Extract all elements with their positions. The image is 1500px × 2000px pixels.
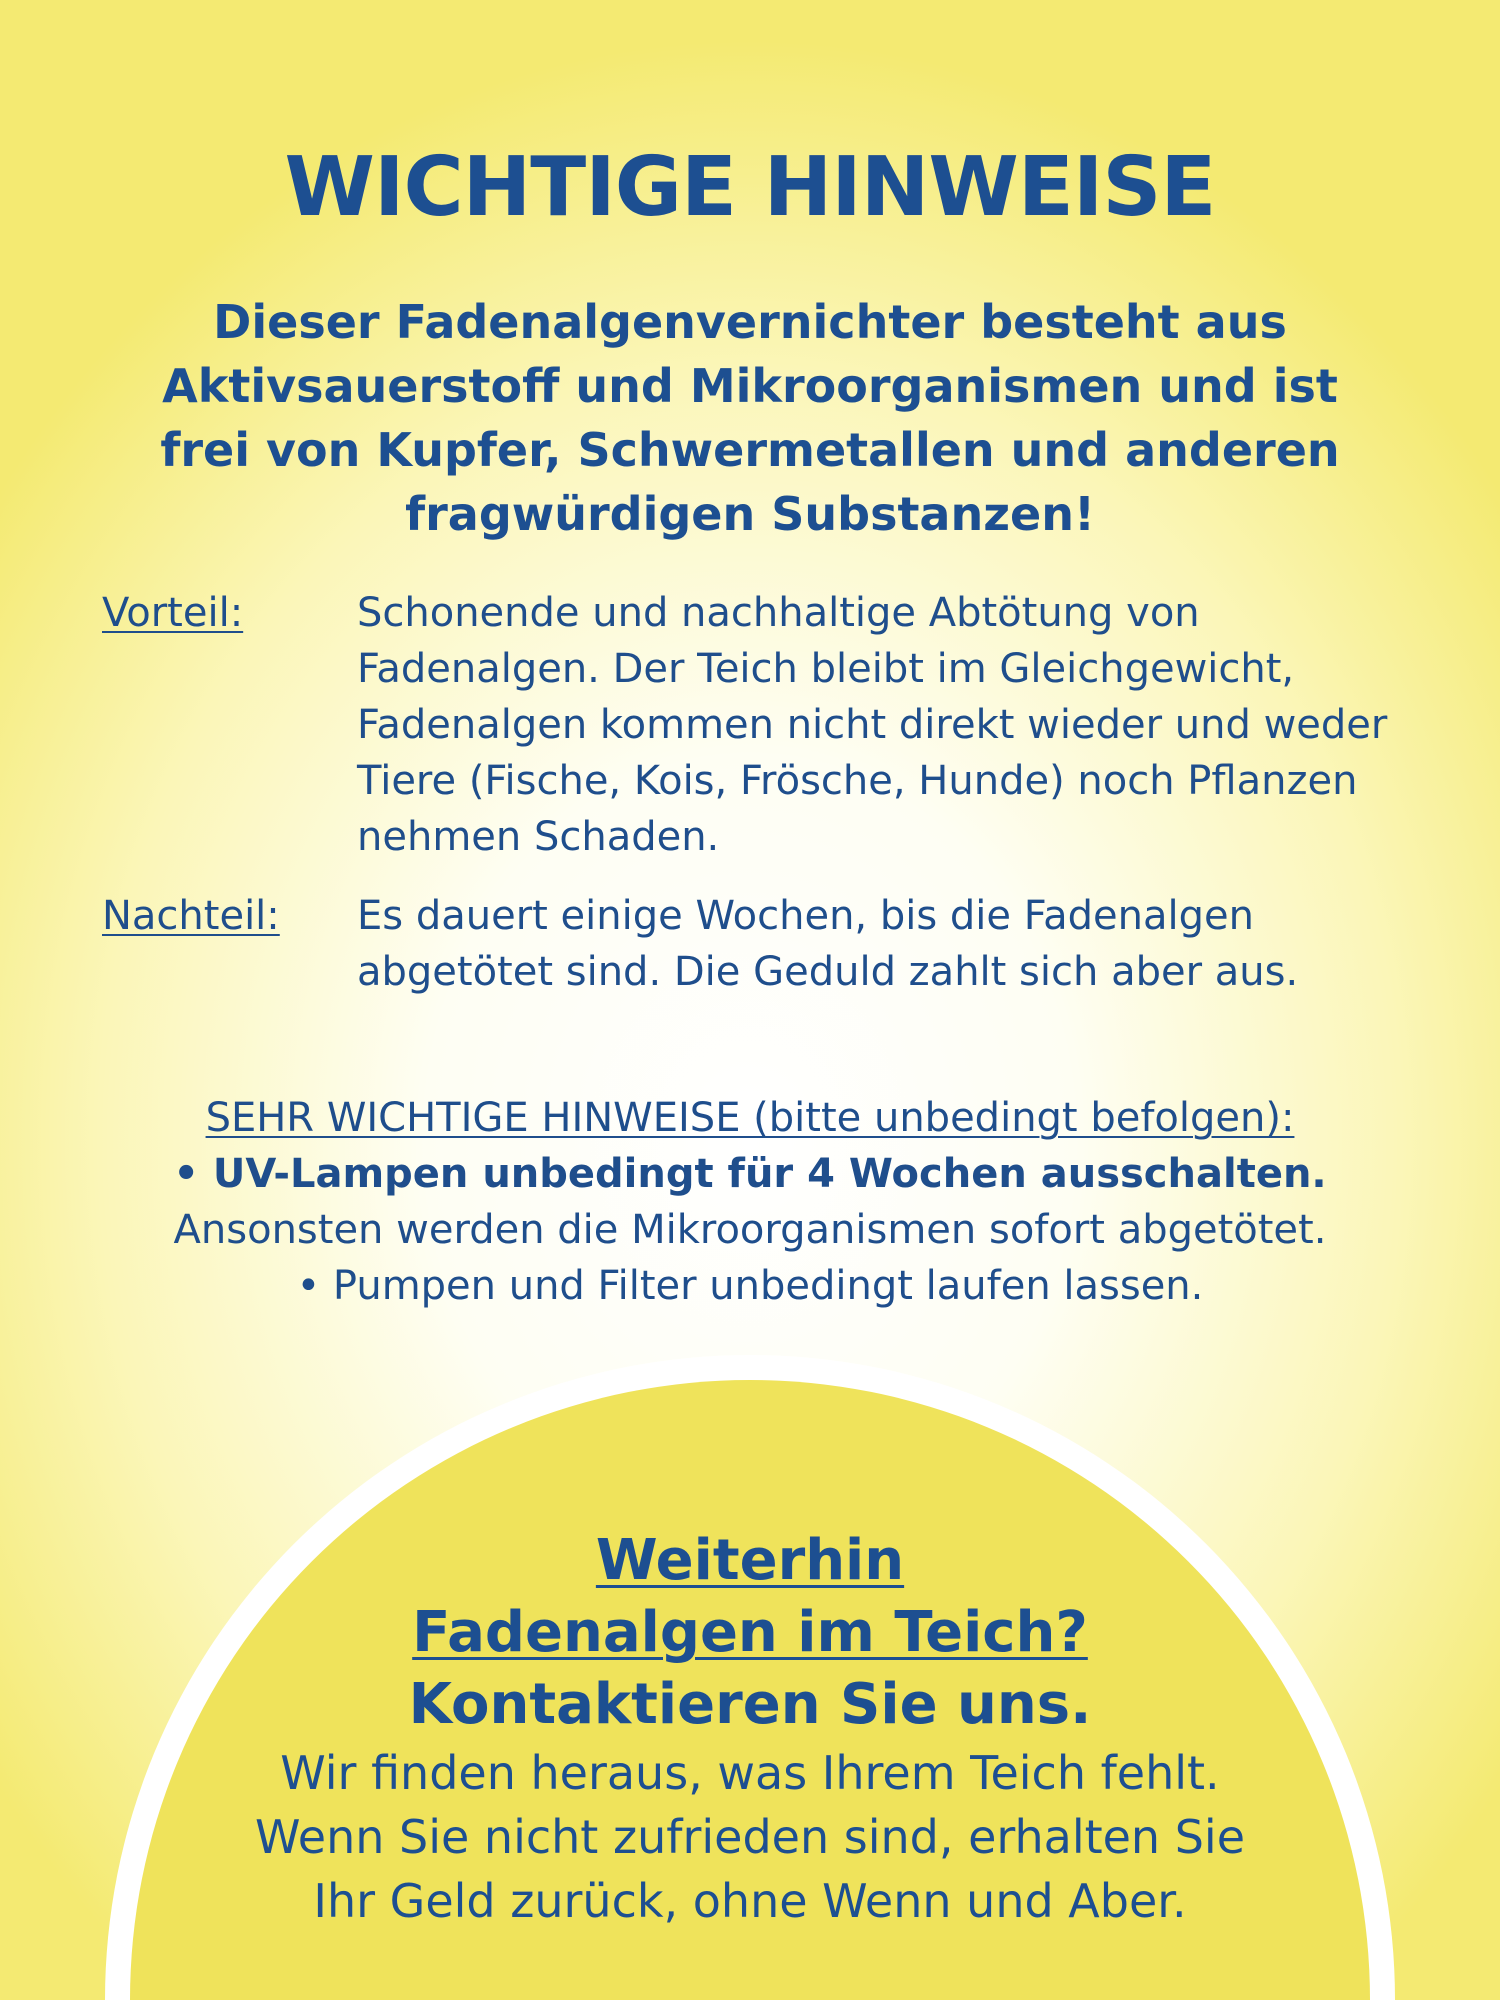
page-title: WICHTIGE HINWEISE	[284, 139, 1216, 235]
contact-body-line-1: Wir finden heraus, was Ihrem Teich fehlt.	[280, 1746, 1220, 1800]
advantage-text: Schonende und nachhaltige Abtötung von Fadenalgen. Der Teich bleibt im Gleichgewicht, Fadenalgen kommen nicht direkt wieder und weder Tiere (Fische, Kois, Frösche, Hunde) noch Pflanzen nehmen Schaden.	[357, 590, 1388, 860]
contact-body-line-2: Wenn Sie nicht zufrieden sind, erhalten Sie	[255, 1810, 1245, 1864]
notice-microorganisms: Ansonsten werden die Mikroorganismen sofort abgetötet.	[173, 1207, 1327, 1253]
notice-uv-lamps: • UV-Lampen unbedingt für 4 Wochen ausschalten.	[173, 1151, 1327, 1197]
contact-link-line-2[interactable]: Fadenalgen im Teich?	[412, 1600, 1088, 1665]
contact-heading: Kontaktieren Sie uns.	[408, 1672, 1092, 1737]
disadvantage-text: Es dauert einige Wochen, bis die Fadenalgen abgetötet sind. Die Geduld zahlt sich aber aus.	[357, 893, 1299, 995]
contact-body-line-3: Ihr Geld zurück, ohne Wenn und Aber.	[313, 1874, 1187, 1928]
contact-link-line-1[interactable]: Weiterhin	[595, 1528, 905, 1593]
contact-callout	[150, 1525, 1350, 1933]
disadvantage-label: Nachteil:	[102, 893, 280, 939]
advantage-label: Vorteil:	[102, 590, 244, 636]
notice-heading: SEHR WICHTIGE HINWEISE (bitte unbedingt befolgen):	[205, 1095, 1295, 1141]
notice-pumps-filters: • Pumpen und Filter unbedingt laufen lassen.	[296, 1263, 1204, 1309]
intro-text: Dieser Fadenalgenvernichter besteht aus Aktivsauerstoff und Mikroorganismen und ist frei von Kupfer, Schwermetallen und anderen fragwürdigen Substanzen!	[160, 295, 1340, 541]
